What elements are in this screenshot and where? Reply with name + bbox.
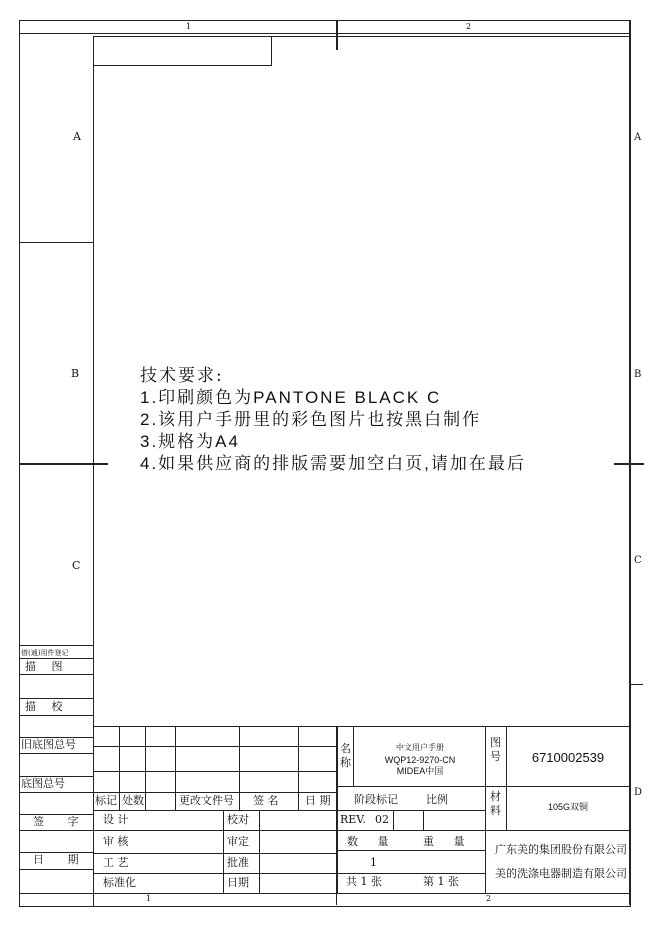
- base-label: 底图总号: [21, 777, 65, 790]
- top-left-box: [93, 36, 272, 66]
- signature-header: 签 名: [253, 794, 279, 807]
- weight-label: 重 量: [423, 835, 473, 848]
- bottom-zone-tick: [336, 893, 337, 905]
- process-label: 工 艺: [103, 856, 129, 869]
- rev-label: REV.: [340, 813, 366, 826]
- material-label: 材料: [490, 790, 501, 817]
- title-block: [93, 726, 629, 893]
- right-row-label-b: B: [634, 369, 642, 380]
- design-label: 设 计: [103, 813, 129, 826]
- date2-label: 日期: [227, 876, 249, 889]
- top-zone-label-2: 2: [466, 22, 472, 31]
- borrow-label: 借(通)用件登记: [21, 649, 69, 657]
- approve-label: 批准: [227, 856, 249, 869]
- count-header: 处数: [122, 794, 144, 807]
- side-panel: [19, 645, 93, 893]
- bottom-zone-divider: [19, 893, 629, 894]
- company-name-1: 广东美的集团股份有限公司: [495, 843, 627, 856]
- requirement-item: 1.印刷颜色为PANTONE BLACK C: [140, 388, 442, 407]
- change-doc-header: 更改文件号: [179, 794, 234, 807]
- left-row-label-c: C: [72, 559, 81, 572]
- top-zone-label-1: 1: [186, 22, 192, 31]
- review-label: 审 核: [103, 835, 129, 848]
- bottom-zone-label-1: 1: [146, 894, 152, 903]
- sheet-number: 第 1 张: [423, 875, 459, 888]
- quantity-value: 1: [370, 856, 377, 869]
- technical-requirements: [140, 365, 526, 475]
- requirement-item: 2.该用户手册里的彩色图片也按黑白制作: [140, 410, 482, 429]
- right-row-divider-cd: [629, 684, 643, 685]
- sign-label: 签 字: [33, 815, 89, 828]
- name-label: 名称: [340, 742, 351, 769]
- left-row-divider-bc: [19, 463, 108, 465]
- right-row-label-d: D: [634, 787, 643, 798]
- bottom-zone-label-2: 2: [486, 894, 492, 903]
- stage-mark-label: 阶段标记: [354, 793, 398, 806]
- old-base-label: 旧底图总号: [21, 738, 76, 751]
- drawing-number: 6710002539: [531, 750, 605, 765]
- left-row-label-a: A: [73, 130, 81, 143]
- trace-label: 描 图: [25, 660, 69, 673]
- product-name-line1: 中文用户手册: [396, 743, 444, 752]
- standardize-label: 标准化: [103, 876, 136, 889]
- product-name-line2: WQP12-9270-CN: [384, 755, 456, 765]
- right-row-label-c: C: [634, 555, 642, 566]
- top-zone-tick: [336, 20, 338, 50]
- requirement-item: 3.规格为A4: [140, 432, 240, 451]
- right-row-label-a: A: [634, 132, 642, 143]
- requirements-title: 技术要求:: [140, 366, 224, 386]
- product-name-line3: MIDEA中国: [396, 766, 444, 776]
- left-row-label-b: B: [71, 367, 80, 380]
- scale-label: 比例: [426, 793, 448, 806]
- total-sheets: 共 1 张: [346, 875, 382, 888]
- material-value: 105G双铜: [547, 802, 589, 812]
- top-zone-divider: [19, 33, 629, 34]
- proof-label: 校对: [227, 813, 249, 826]
- requirement-item: 4.如果供应商的排版需要加空白页,请加在最后: [140, 454, 526, 473]
- audit-label: 审定: [227, 835, 249, 848]
- mark-header: 标记: [95, 794, 117, 807]
- right-row-divider-bc: [614, 463, 644, 465]
- rev-value: 02: [375, 813, 389, 826]
- side-date-label: 日 期: [33, 853, 89, 866]
- date-header: 日 期: [305, 794, 331, 807]
- company-name-2: 美的洗涤电器制造有限公司: [495, 867, 627, 880]
- quantity-label: 数 量: [347, 835, 397, 848]
- left-row-divider-ab: [19, 242, 93, 243]
- drawing-no-label: 图号: [490, 736, 501, 763]
- check-label: 描 校: [25, 700, 69, 713]
